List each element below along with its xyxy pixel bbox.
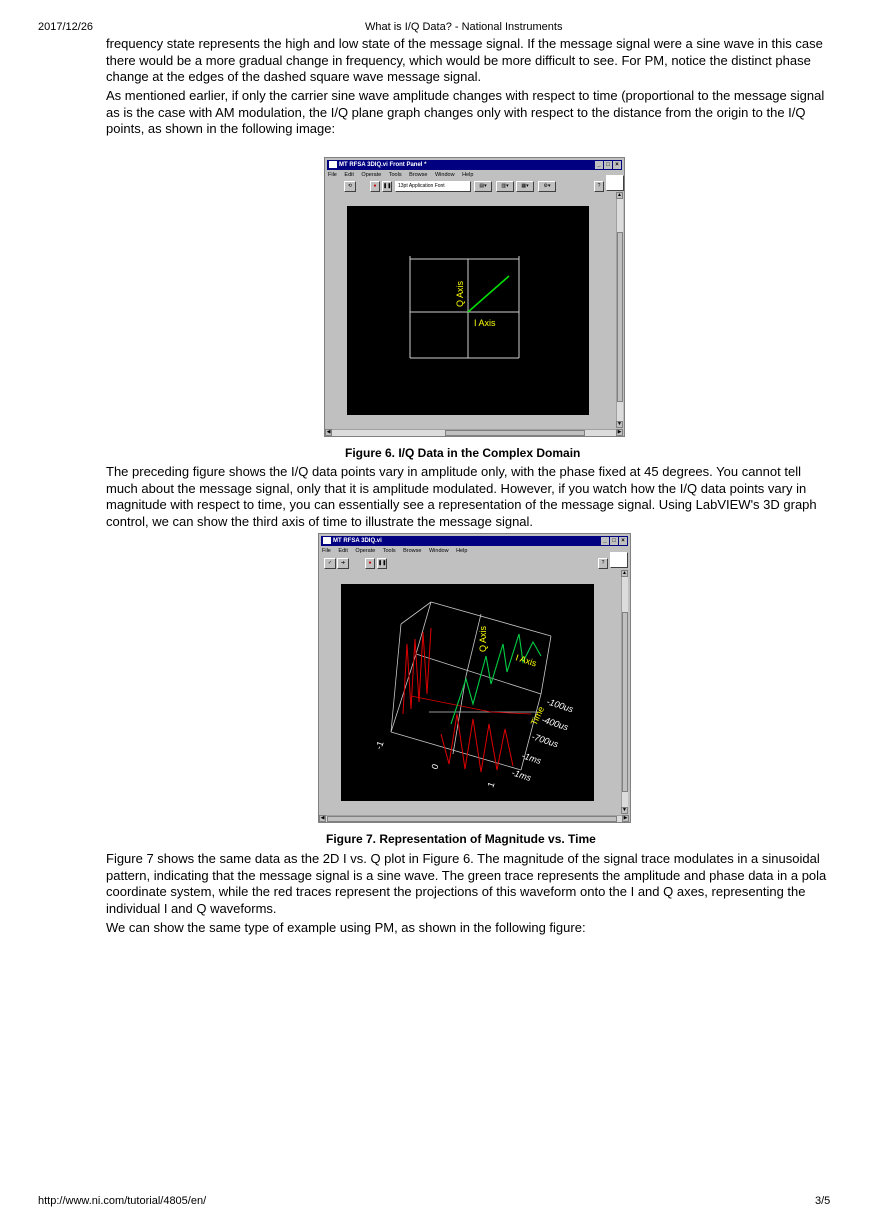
run-continuous-button[interactable]: ⟲ — [344, 181, 356, 192]
window-title: MT RFSA 3DIQ.vi Front Panel * — [339, 162, 427, 168]
minimize-button[interactable]: _ — [595, 161, 603, 169]
scroll-right-arrow[interactable]: ▶ — [617, 429, 622, 435]
figure7-3d-plot — [341, 584, 594, 801]
i-axis-label: I Axis — [514, 652, 538, 669]
footer-page-number: 3/5 — [815, 1195, 831, 1207]
scroll-up-arrow[interactable]: ▲ — [622, 570, 627, 576]
horizontal-scrollbar[interactable] — [319, 815, 629, 822]
scroll-thumb[interactable] — [327, 816, 617, 822]
figure7-menubar — [322, 547, 473, 556]
text-line: As mentioned earlier, if only the carrier sine wave amplitude changes with respect to time (proportional to the message signal — [106, 88, 825, 103]
vertical-scrollbar[interactable] — [616, 192, 623, 428]
window-title: MT RFSA 3DIQ.vi — [333, 538, 382, 544]
figure7-toolbar — [322, 558, 622, 570]
menu-file[interactable]: File — [322, 548, 331, 554]
vi-icon — [610, 552, 628, 568]
scroll-thumb[interactable] — [445, 430, 585, 436]
i-tick-label: 1 — [485, 780, 497, 789]
footer-url: http://www.ni.com/tutorial/4805/en/ — [38, 1195, 207, 1207]
maximize-button[interactable]: □ — [610, 537, 618, 545]
figure7-window — [318, 533, 631, 823]
header-title: What is I/Q Data? - National Instruments — [365, 21, 563, 33]
run-button[interactable]: ✓ — [324, 558, 336, 569]
text-line: change at the edges of the dashed square wave message signal. — [106, 69, 482, 84]
scroll-left-arrow[interactable]: ◀ — [326, 429, 331, 435]
frame-line — [401, 602, 431, 624]
help-button[interactable]: ? — [598, 558, 608, 569]
figure6-toolbar — [328, 181, 618, 193]
maximize-button[interactable]: □ — [604, 161, 612, 169]
scroll-up-arrow[interactable]: ▲ — [617, 192, 622, 198]
close-button[interactable]: × — [619, 537, 627, 545]
run-arrow-button[interactable]: ➜ — [337, 558, 349, 569]
menu-edit[interactable]: Edit — [338, 548, 348, 554]
i-tick-label: 0 — [429, 762, 441, 771]
abort-button[interactable]: ● — [365, 558, 375, 569]
menu-operate[interactable]: Operate — [361, 172, 382, 178]
text-line: frequency state represents the high and low state of the message signal. If the message signal were a sine wave in this case — [106, 36, 823, 51]
red-trace-q-projection — [403, 628, 431, 714]
help-button[interactable]: ? — [594, 181, 604, 192]
abort-button[interactable]: ● — [370, 181, 380, 192]
text-line: The preceding figure shows the I/Q data points vary in amplitude only, with the phase fixed at 45 degrees. You cannot tell — [106, 464, 801, 479]
text-line: individual I and Q waveforms. — [106, 900, 277, 916]
vi-icon — [606, 175, 624, 191]
scroll-down-arrow[interactable]: ▼ — [622, 807, 627, 813]
scroll-left-arrow[interactable]: ◀ — [320, 815, 325, 821]
scroll-right-arrow[interactable]: ▶ — [623, 815, 628, 821]
q-axis-label: Q Axis — [478, 625, 488, 652]
i-axis-label: I Axis — [474, 318, 496, 328]
resize-button[interactable]: ▦▾ — [516, 181, 534, 192]
frame-line — [453, 676, 466, 754]
header-date: 2017/12/26 — [38, 21, 94, 33]
labview-icon — [329, 161, 337, 168]
paragraph-2 — [106, 88, 834, 138]
figure6-iq-plot — [347, 206, 589, 415]
figure6-titlebar — [327, 160, 622, 170]
menu-help[interactable]: Help — [456, 548, 468, 554]
align-button[interactable]: ▤▾ — [474, 181, 492, 192]
figure6-window — [324, 157, 625, 437]
time-axis-label: Time — [528, 704, 547, 727]
minimize-button[interactable]: _ — [601, 537, 609, 545]
figure6-menubar — [328, 171, 479, 180]
text-line: We can show the same type of example using PM, as shown in the following figure: — [106, 920, 586, 935]
reorder-button[interactable]: ⚙▾ — [538, 181, 556, 192]
frame-line — [431, 602, 551, 636]
pause-button[interactable]: ❚❚ — [382, 181, 392, 192]
font-select[interactable] — [395, 181, 471, 192]
text-line: as is the case with AM modulation, the I/Q plane graph changes only with respect to the distance from the origin to the I/Q — [106, 104, 806, 120]
menu-help[interactable]: Help — [462, 172, 474, 178]
time-tick-label: -100us — [545, 696, 575, 715]
frame-line — [541, 636, 551, 694]
scroll-down-arrow[interactable]: ▼ — [617, 421, 622, 427]
text-line: magnitude with respect to time, you can essentially see a representation of the message signal. Using LabVIEW's 3D graph — [106, 497, 817, 512]
text-line: coordinate system, while the red traces represent the projections of this waveform onto the I and Q axes, representing the — [106, 884, 806, 899]
iq-vector — [468, 276, 509, 312]
labview-icon — [323, 537, 331, 544]
menu-file[interactable]: File — [328, 172, 337, 178]
menu-operate[interactable]: Operate — [355, 548, 376, 554]
pause-button[interactable]: ❚❚ — [377, 558, 387, 569]
menu-tools[interactable]: Tools — [382, 548, 396, 554]
text-line: pattern, indicating that the message signal is a sine wave. The green trace represents the amplitude and phase data in a pola — [106, 867, 827, 883]
paragraph-4 — [106, 851, 834, 917]
scroll-thumb[interactable] — [617, 232, 623, 402]
menu-edit[interactable]: Edit — [344, 172, 354, 178]
paragraph-3 — [106, 464, 834, 530]
time-tick-label: -1ms — [520, 750, 543, 767]
green-trace — [451, 634, 541, 724]
menu-window[interactable]: Window — [434, 172, 455, 178]
horizontal-scrollbar[interactable] — [325, 429, 623, 436]
menu-browse[interactable]: Browse — [409, 172, 428, 178]
figure6-caption: Figure 6. I/Q Data in the Complex Domain — [345, 446, 581, 460]
paragraph-1 — [106, 36, 834, 86]
time-tick-label: -400us — [540, 714, 570, 733]
vertical-scrollbar[interactable] — [621, 570, 628, 814]
text-line: points, as shown in the following image: — [106, 121, 336, 136]
menu-browse[interactable]: Browse — [403, 548, 422, 554]
text-line: control, we can show the third axis of time to illustrate the message signal. — [106, 513, 534, 529]
menu-window[interactable]: Window — [428, 548, 449, 554]
figure6-iq-svg — [347, 206, 589, 415]
font-select-value: 13pt Application Font — [398, 183, 445, 189]
close-button[interactable]: × — [613, 161, 621, 169]
menu-tools[interactable]: Tools — [388, 172, 402, 178]
paragraph-5 — [106, 920, 834, 937]
scroll-thumb[interactable] — [622, 612, 628, 792]
distribute-button[interactable]: ▥▾ — [496, 181, 514, 192]
q-axis-label: Q Axis — [455, 280, 465, 307]
i-tick-label: -1 — [373, 739, 386, 751]
figure7-titlebar — [321, 536, 628, 546]
text-line: much about the message signal, only that it is amplitude modulated. However, if you watch how the I/Q data points vary in — [106, 480, 807, 496]
figure7-caption: Figure 7. Representation of Magnitude vs. Time — [326, 832, 596, 846]
time-tick-label: -700us — [530, 731, 560, 750]
figure7-3d-svg — [341, 584, 594, 801]
text-line: Figure 7 shows the same data as the 2D I vs. Q plot in Figure 6. The magnitude of the signal trace modulates in a sinusoidal — [106, 851, 820, 866]
time-tick-label: -1ms — [510, 767, 533, 784]
text-line: there would be a more gradual change in frequency, which would be more difficult to see. For PM, notice the distinct phase — [106, 52, 811, 68]
